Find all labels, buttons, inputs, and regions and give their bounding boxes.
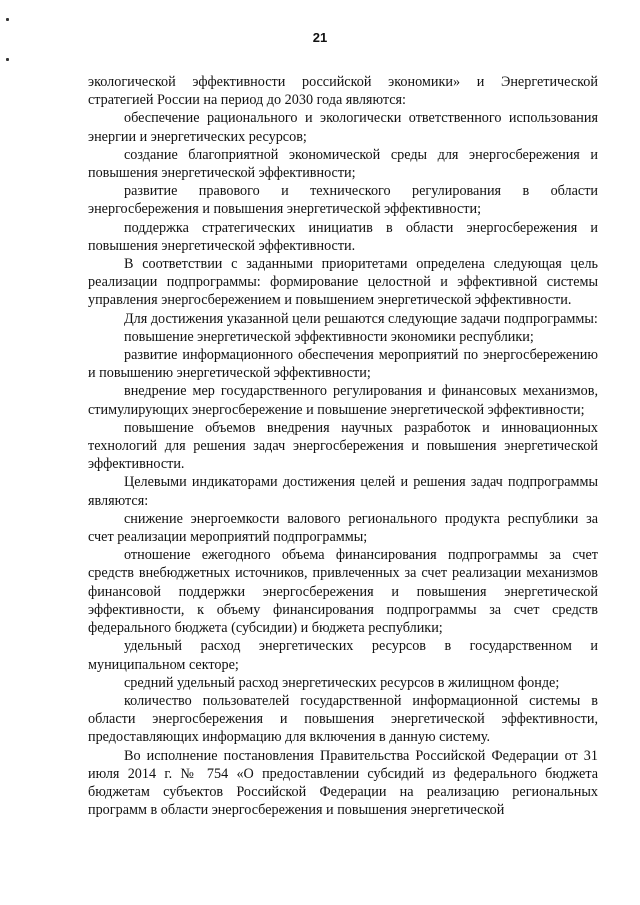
- paragraph: Во исполнение постановления Правительства Российской Федерации от 31 июля 2014 г. № 754 «О предоставлении субсидий из федерального бюджета бюджетам субъектов Российской Федерации на реализацию региональных программ в области энергосбережения и повышения энергетической: [88, 747, 598, 819]
- paragraph: Целевыми индикаторами достижения целей и решения задач подпрограммы являются:: [88, 474, 598, 509]
- paragraph: В соответствии с заданными приоритетами определена следующая цель реализации подпрограммы: формирование целостной и эффективной системы управления энергосбережением и повышением энергетической эффективности.: [88, 256, 598, 309]
- paragraph: внедрение мер государственного регулирования и финансовых механизмов, стимулирующих энергосбережение и повышение энергетической эффективности;: [88, 383, 598, 418]
- paragraph: создание благоприятной экономической среды для энергосбережения и повышения энергетической эффективности;: [88, 146, 598, 182]
- paragraph: экологической эффективности российской экономики» и Энергетической стратегией России на период до 2030 года являются:: [88, 74, 598, 109]
- paragraph: количество пользователей государственной информационной системы в области энергосбережения и повышения энергетической эффективности, предоставляющих информацию для включения в данную систему.: [88, 692, 598, 746]
- paragraph: снижение энергоемкости валового регионального продукта республики за счет реализации мероприятий подпрограммы;: [88, 510, 598, 546]
- paragraph: отношение ежегодного объема финансирования подпрограммы за счет средств внебюджетных источников, привлеченных за счет реализации механизмов финансовой поддержки энергосбережения и повышения энергетической эффективности, к объему финансирования подпрограммы за счет средств федерального бюджета (субсидии) и бюджета республики;: [88, 547, 598, 637]
- scan-mark: [6, 18, 9, 21]
- paragraph: средний удельный расход энергетических ресурсов в жилищном фонде;: [124, 674, 560, 691]
- scan-mark: [6, 58, 9, 61]
- paragraph: развитие информационного обеспечения мероприятий по энергосбережению и повышению энергетической эффективности;: [88, 347, 598, 382]
- paragraph: развитие правового и технического регулирования в области энергосбережения и повышения энергетической эффективности;: [88, 183, 598, 218]
- paragraph: Для достижения указанной цели решаются следующие задачи подпрограммы:: [124, 310, 598, 327]
- paragraph: удельный расход энергетических ресурсов в государственном и муниципальном секторе;: [88, 638, 598, 673]
- page-number: 21: [312, 30, 328, 45]
- paragraph: обеспечение рационального и экологически ответственного использования энергии и энергетических ресурсов;: [88, 110, 598, 145]
- paragraph: повышение энергетической эффективности экономики республики;: [124, 328, 534, 345]
- paragraph: повышение объемов внедрения научных разработок и инновационных технологий для решения задач энергосбережения и повышения энергетической эффективности.: [88, 419, 598, 473]
- body-text: [88, 73, 598, 819]
- paragraph: поддержка стратегических инициатив в области энергосбережения и повышения энергетической эффективности.: [88, 219, 598, 254]
